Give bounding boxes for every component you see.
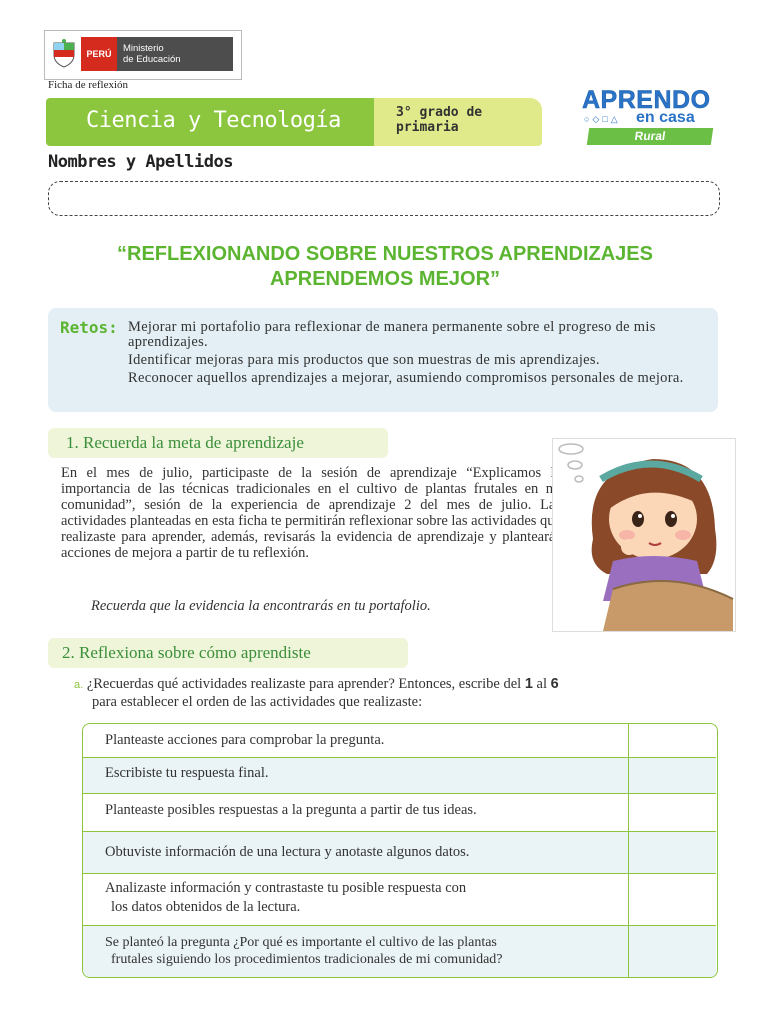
- nombres-label: Nombres y Apellidos: [48, 152, 233, 172]
- question-letter: a.: [74, 679, 84, 691]
- section2-heading-text: 2. Reflexiona sobre cómo aprendiste: [62, 643, 311, 662]
- shapes-icon: ○◇□△: [584, 114, 621, 124]
- activity-text: Planteaste acciones para comprobar la pregunta.: [105, 732, 385, 748]
- section2-heading: [48, 638, 408, 668]
- activity-cell: [83, 832, 629, 873]
- question-a: [74, 676, 734, 711]
- section1-paragraph: [61, 465, 561, 561]
- order-input[interactable]: [631, 724, 716, 758]
- activity-text: Escribiste tu respuesta final.: [105, 765, 269, 781]
- question-text-a: ¿Recuerdas qué actividades realizaste para aprender? Entonces, escribe del: [86, 676, 525, 692]
- number-to: 6: [550, 676, 559, 692]
- activity-text: Se planteó la pregunta ¿Por qué es importante el cultivo de las plantas: [105, 935, 497, 950]
- table-row: [83, 794, 716, 832]
- number-from: 1: [524, 676, 533, 692]
- table-row: [83, 832, 716, 874]
- reto-item: Reconocer aquellos aprendizajes a mejorar, asumiendo compromisos personales de mejora.: [128, 370, 684, 386]
- question-text-b: al: [532, 676, 551, 692]
- table-row: [83, 758, 716, 794]
- order-input[interactable]: [631, 832, 716, 874]
- section1-heading-text: 1. Recuerda la meta de aprendizaje: [66, 433, 304, 452]
- peru-label: PERÚ: [81, 37, 117, 71]
- reto-item: Identificar mejoras para mis productos que son muestras de mis aprendizajes.: [128, 352, 600, 368]
- activity-cell: [83, 794, 629, 831]
- main-title-line2: APRENDEMOS MEJOR”: [269, 268, 501, 290]
- subject-bar: [46, 98, 374, 146]
- ministerio-line2: de Educación: [123, 54, 181, 65]
- main-title: [40, 242, 730, 292]
- order-input[interactable]: [631, 926, 716, 978]
- grade-bar: [374, 98, 542, 146]
- girl-thinking-illustration: [552, 438, 736, 632]
- activity-cell: [83, 724, 629, 757]
- activity-text-line2: los datos obtenidos de la lectura.: [111, 899, 301, 915]
- activity-cell: [83, 758, 629, 793]
- activity-text-line2: frutales siguiendo los procedimientos tradicionales de mi comunidad?: [111, 952, 503, 967]
- activity-text: Analizaste información y contrastaste tu posible respuesta con: [105, 880, 467, 896]
- minedu-logo: [44, 30, 242, 80]
- nombres-field[interactable]: [48, 181, 720, 216]
- activity-cell: [83, 926, 629, 978]
- table-row: [83, 874, 716, 926]
- ficha-label: Ficha de reflexión: [48, 79, 129, 91]
- order-input[interactable]: [631, 794, 716, 832]
- grade-label: 3° grado de primaria: [396, 105, 483, 135]
- en-casa-logo: en casa: [636, 109, 695, 126]
- activities-table: [82, 723, 718, 978]
- ministerio-label: [117, 37, 233, 71]
- main-title-line1: “REFLEXIONANDO SOBRE NUESTROS APRENDIZAJES: [117, 243, 653, 265]
- rural-badge: Rural: [587, 128, 713, 145]
- portfolio-note: Recuerda que la evidencia la encontrarás en tu portafolio.: [91, 598, 431, 614]
- coat-of-arms-icon: [51, 39, 77, 69]
- subject-title: Ciencia y Tecnología: [86, 108, 341, 133]
- ministerio-line1: Ministerio: [123, 43, 164, 54]
- order-input[interactable]: [631, 874, 716, 926]
- aprendo-logo: APRENDO: [582, 86, 711, 114]
- retos-list: [128, 320, 698, 389]
- activity-cell: [83, 874, 629, 925]
- activity-text: Planteaste posibles respuestas a la pregunta a partir de tus ideas.: [105, 802, 477, 818]
- order-input[interactable]: [631, 758, 716, 794]
- question-text-c: para establecer el orden de las actividades que realizaste:: [92, 694, 423, 710]
- retos-label: Retos:: [60, 318, 118, 337]
- section1-paragraph-text: En el mes de julio, participaste de la sesión de aprendizaje “Explicamos la importancia de las técnicas tradicionales en el cultivo de plantas frutales en mi comunidad”, sesión de la experiencia de aprendizaje 2 del mes de julio. Las actividades planteadas en esta ficha te permitirán reflexionar sobre las actividades que realizaste para aprender, además, revisarás la evidencia de aprendizaje y plantearás acciones de mejora a partir de tu reflexión.: [61, 465, 561, 561]
- section1-heading: [48, 428, 388, 458]
- table-row: [83, 724, 716, 758]
- reto-item: Mejorar mi portafolio para reflexionar de manera permanente sobre el progreso de mis aprendizajes.: [128, 319, 656, 350]
- activity-text: Obtuviste información de una lectura y anotaste algunos datos.: [105, 844, 470, 860]
- table-row: [83, 926, 716, 978]
